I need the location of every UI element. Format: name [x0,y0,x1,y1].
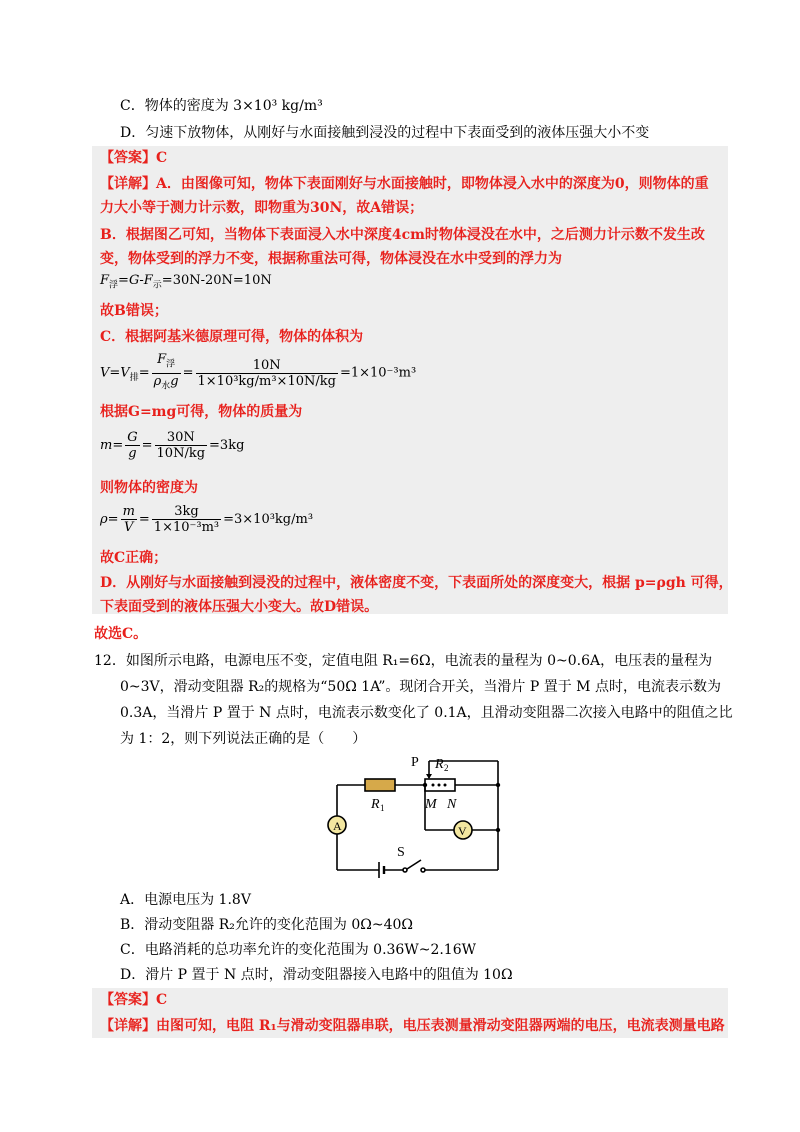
detail-line-c1: C．根据阿基米德原理可得，物体的体积为 [100,329,364,345]
option-b: B．滑动变阻器 R₂允许的变化范围为 0Ω~40Ω [120,917,414,933]
question-12-line2: 0~3V，滑动变阻器 R₂的规格为“50Ω 1A”。现闭合开关，当滑片 P 置于 M 点时，电流表示数为 [120,679,721,695]
label-r1: R [371,797,380,812]
ammeter-label: A [333,819,342,833]
detail-line-a1: 【详解】A．由图像可知，物体下表面刚好与水面接触时，即物体浸入水中的深度为0，则物体的重 [100,176,709,192]
question-12-line3: 0.3A，当滑片 P 置于 N 点时，电流表示数变化了 0.1A，且滑动变阻器二次接入电路中的阻值之比 [120,705,733,721]
question-12-line4: 为 1：2，则下列说法正确的是（ ） [120,731,367,747]
detail-line-b1: B．根据图乙可知，当物体下表面浸入水中深度4cm时物体浸没在水中，之后测力计示数不发生改 [100,227,705,243]
detail-12: 【详解】由图可知，电阻 R₁与滑动变阻器串联，电压表测量滑动变阻器两端的电压，电流表测量电路 [100,1018,725,1034]
detail-line-a2: 力大小等于测力计示数，即物重为30N，故A错误； [100,200,424,216]
label-p: P [411,755,419,770]
detail-line-b2: 变，物体受到的浮力不变，根据称重法可得，物体浸没在水中受到的浮力为 [100,251,562,267]
equation-volume: $V=V_排=$ $\frac{F_浮}{\rho_水g}$ = $\frac{10N}{\text{1×10³kg/m³×10N/kg}}$ =1×10⁻³m³ [100,352,417,392]
detail-line-c4: 故C正确； [100,550,168,566]
label-r1-sub: 1 [380,803,385,813]
option-d-prev: D．匀速下放物体，从刚好与水面接触到浸没的过程中下表面受到的液体压强大小不变 [120,125,650,141]
circuit-diagram [325,750,515,880]
label-m: M [425,797,437,812]
label-r2: R [435,757,444,772]
equation-mass: m= $\frac{G}{g}$ = $\frac{30N}{10N/kg}$ =3kg [100,430,245,461]
detail-line-d1: D．从刚好与水面接触到浸没的过程中，液体密度不变，下表面所处的深度变大，根据 p=ρgh 可得， [100,575,733,591]
detail-line-d2: 下表面受到的液体压强大小变大。故D错误。 [100,599,379,615]
option-d: D．滑片 P 置于 N 点时，滑动变阻器接入电路中的阻值为 10Ω [120,967,513,983]
option-c-prev: C．物体的密度为 3×10³ kg/m³ [120,98,323,114]
option-c: C．电路消耗的总功率允许的变化范围为 0.36W~2.16W [120,942,477,958]
label-r2-sub: 2 [444,763,449,773]
switch-label: S [397,845,405,860]
detail-line-b3: 故B错误； [100,303,168,319]
answer-label: 【答案】C [100,150,168,166]
detail-line-c3: 则物体的密度为 [100,480,198,496]
equation-buoyancy: $F_浮=G-F_示=30N-20N=10N$ [100,273,272,291]
option-a: A．电源电压为 1.8V [120,892,251,908]
question-12-line1: 12．如图所示电路，电源电压不变，定值电阻 R₁=6Ω，电流表的量程为 0~0.6A，电压表的量程为 [94,653,713,669]
voltmeter-label: V [458,824,467,838]
answer-label-12: 【答案】C [100,992,168,1008]
final-answer: 故选C。 [94,626,148,642]
label-n: N [447,797,457,812]
equation-density: ρ= $\frac{m}{V}$ = $\frac{3kg}{\text{1×10⁻³m³}}$ =3×10³kg/m³ [100,504,314,535]
detail-line-c2: 根据G=mg可得，物体的质量为 [100,404,303,420]
